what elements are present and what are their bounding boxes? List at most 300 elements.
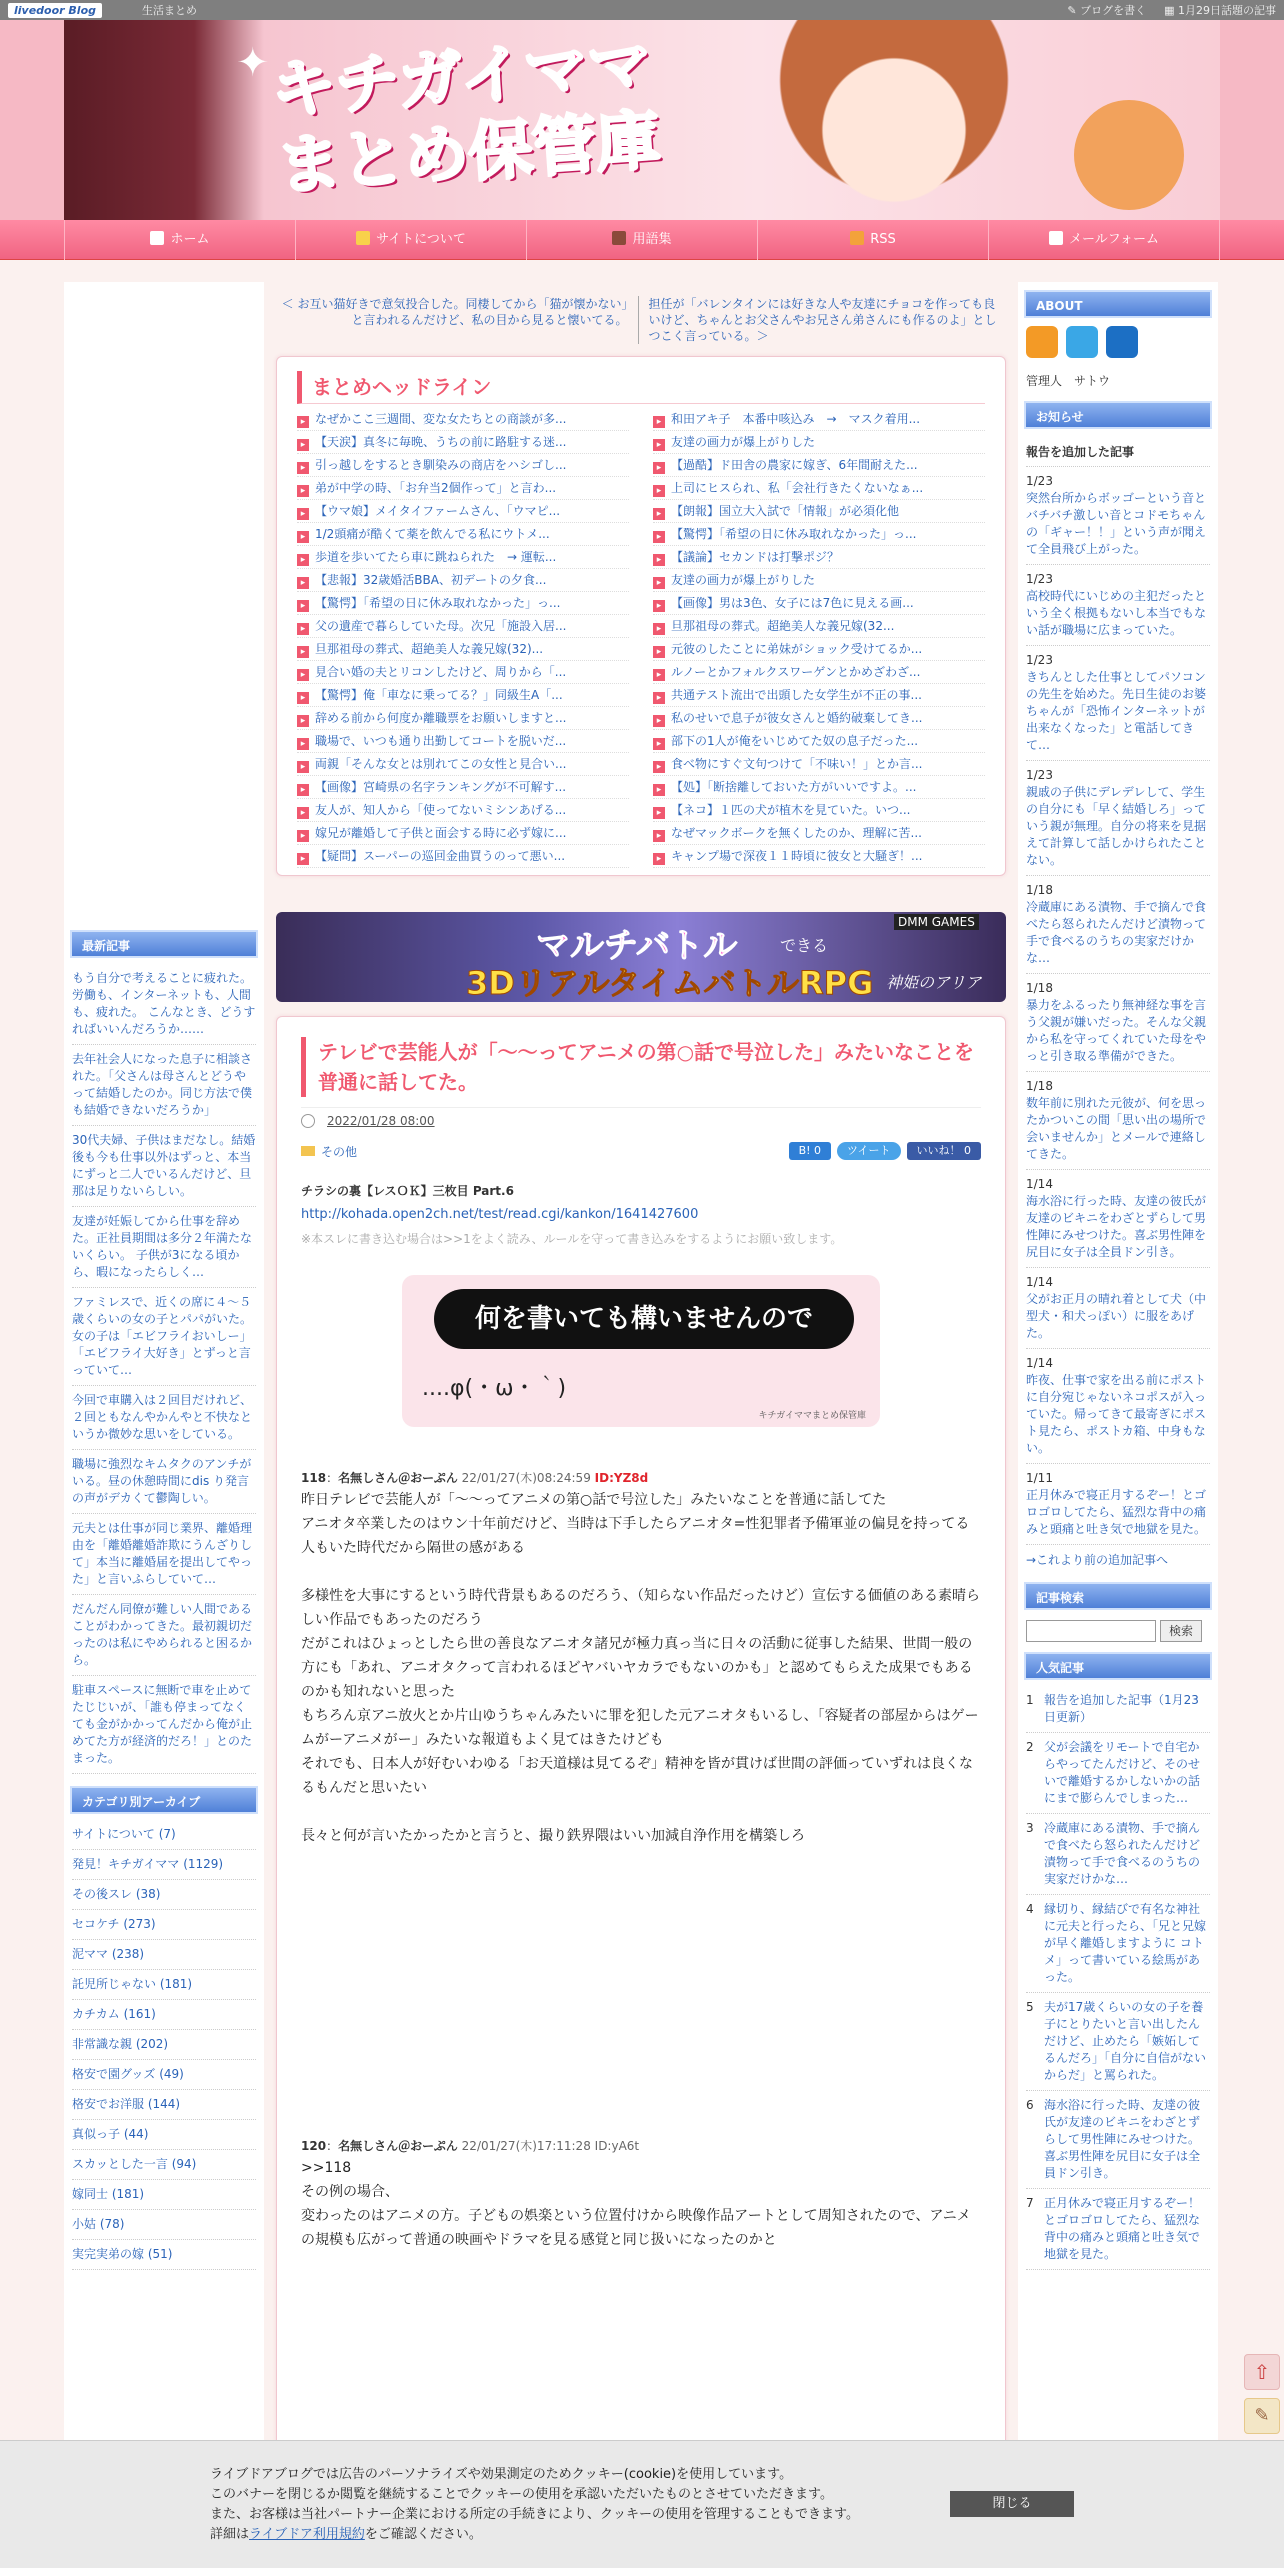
illustration-bubble: 何を書いても構いませんので <box>434 1289 854 1349</box>
notice-title: お知らせ <box>1024 401 1212 429</box>
headline-box <box>276 356 1006 876</box>
headline-item[interactable] <box>653 730 985 753</box>
category-item <box>72 2180 256 2210</box>
notice-link[interactable]: 正月休みで寝正月するぞー！とゴロゴロしてたら、猛烈な背中の痛みと頭痛と吐き気で地獄を見た。 <box>1026 1488 1207 1536</box>
headline-link[interactable]: 【驚愕】「希望の日に休み取れなかった」っ... <box>315 596 561 610</box>
popular-link[interactable]: 父が会議をリモートで自宅からやってたんだけど、そのせいで離婚するかしないかの話にまで膨らんでしまった… <box>1044 1740 1201 1805</box>
headline-grid <box>297 408 985 868</box>
hatena-bookmark-button[interactable]: B! 0 <box>789 1142 831 1160</box>
banner-small: できる <box>780 936 829 955</box>
category-item <box>72 1910 256 1940</box>
popular-item <box>1026 1895 1210 1993</box>
left-sidebar <box>64 282 264 2568</box>
search-input[interactable] <box>1026 1620 1156 1642</box>
game-ad-banner[interactable] <box>276 912 1006 1002</box>
bullet-icon: ▸ <box>653 623 665 635</box>
headline-link[interactable]: なぜマックボークを無くしたのか、理解に苦... <box>671 826 922 840</box>
hatena-icon[interactable] <box>1106 326 1138 358</box>
notice-link[interactable]: 冷蔵庫にある漬物、手で摘んで食べたら怒られたんだけど漬物って手で食べるのうちの実家だけかな… <box>1026 900 1207 965</box>
site-header <box>0 20 1284 220</box>
top-bar <box>0 0 1284 20</box>
notice-item <box>1026 565 1210 646</box>
bullet-icon: ▸ <box>653 784 665 796</box>
bullet-icon: ▸ <box>297 554 309 566</box>
headline-item[interactable] <box>297 408 629 431</box>
headline-item[interactable] <box>297 500 629 523</box>
bullet-icon: ▸ <box>297 715 309 727</box>
headline-link[interactable]: 旦那祖母の葬式、超絶美人な義兄嫁(32)... <box>315 642 544 656</box>
rss-icon <box>850 231 864 245</box>
category-link[interactable]: 非常識な親 (202) <box>72 2037 169 2051</box>
headline-title: まとめヘッドライン <box>297 371 985 404</box>
home-icon <box>150 231 164 245</box>
notice-link[interactable]: 突然台所からボッゴーという音とバチバチ激しい音とコドモちゃんの「ギャー！！」という声が聞えて全員飛び上がった。 <box>1026 491 1207 556</box>
article-date[interactable]: 2022/01/28 08:00 <box>327 1114 435 1128</box>
folder-icon <box>301 1146 315 1156</box>
bullet-icon: ▸ <box>297 830 309 842</box>
headline-item[interactable] <box>297 730 629 753</box>
illustration-face: ....φ(・ω・｀) <box>422 1376 567 1401</box>
popular-item <box>1026 2091 1210 2189</box>
bullet-icon: ▸ <box>653 807 665 819</box>
thread-url-link[interactable]: http://kohada.open2ch.net/test/read.cgi/kankon/1641427600 <box>301 1207 699 1222</box>
headline-item[interactable] <box>653 845 985 868</box>
headline-link[interactable]: ルノーとかフォルクスワーゲンとかめざわざ... <box>671 665 921 679</box>
recent-article-item <box>72 1595 256 1676</box>
headline-link[interactable]: 友達の画力が爆上がりした <box>671 435 816 449</box>
category-link[interactable]: 泥ママ (238) <box>72 1947 145 1961</box>
category-item <box>72 2120 256 2150</box>
category-link[interactable]: 実完実弟の嫁 (51) <box>72 2247 173 2261</box>
notice-item <box>1026 1464 1210 1545</box>
star-icon: ✦ <box>236 40 270 86</box>
article-title[interactable]: テレビで芸能人が「～～ってアニメの第○話で号泣した」みたいなことを普通に話してた。 <box>301 1037 981 1097</box>
category-link[interactable]: 託児所じゃない (181) <box>72 1977 193 1991</box>
pencil-icon: ✎ <box>1067 4 1081 17</box>
recent-article-item <box>72 1126 256 1207</box>
headline-link[interactable]: 辞める前から何度か離職票をお願いしますと... <box>315 711 567 725</box>
search-title: 記事検索 <box>1024 1582 1212 1610</box>
notice-date: 1/23 <box>1026 572 1053 586</box>
bullet-icon: ▸ <box>653 577 665 589</box>
nav-item-4[interactable] <box>988 220 1220 260</box>
notice-date: 1/23 <box>1026 474 1053 488</box>
recent-article-link[interactable]: 今回で車購入は２回目だけれど、２回ともなんやかんやと不快なというか微妙な思いをしている。 <box>72 1393 253 1441</box>
bullet-icon: ▸ <box>297 623 309 635</box>
notice-date: 1/14 <box>1026 1177 1053 1191</box>
bullet-icon: ▸ <box>297 508 309 520</box>
popular-rank: 1 <box>1026 1693 1034 1707</box>
bullet-icon: ▸ <box>653 715 665 727</box>
headline-link[interactable]: 部下の1人が俺をいじめてた奴の息子だった... <box>671 734 919 748</box>
headline-item[interactable] <box>653 408 985 431</box>
bullet-icon: ▸ <box>653 462 665 474</box>
headline-item[interactable] <box>653 431 985 454</box>
article-meta <box>301 1107 981 1128</box>
popular-list <box>1026 1686 1210 2270</box>
bullet-icon: ▸ <box>297 853 309 865</box>
bullet-icon: ▸ <box>297 531 309 543</box>
category-link[interactable]: 発見！キチガイママ (1129) <box>72 1857 224 1871</box>
headline-link[interactable]: 【画像】男は3色、女子には7色に見える画... <box>671 596 914 610</box>
headline-item[interactable] <box>297 845 629 868</box>
category-link[interactable]: カチカム (161) <box>72 2007 156 2021</box>
bullet-icon: ▸ <box>653 508 665 520</box>
notice-link[interactable]: 高校時代にいじめの主犯だったという全く根拠もないし本当でもない話が職場に広まっていた。 <box>1026 589 1207 637</box>
bullet-icon: ▸ <box>297 577 309 589</box>
category-item <box>72 2060 256 2090</box>
headline-link[interactable]: 引っ越しをするとき馴染みの商店をハシゴし... <box>315 458 567 472</box>
headline-item[interactable] <box>297 523 629 546</box>
recent-article-link[interactable]: 駐車スペースに無断で車を止めてたじじいが、「誰も停まってなくても金がかかってんだから俺が止めてた方が経済的だろ！」とのたまった。 <box>72 1683 253 1765</box>
bullet-icon: ▸ <box>297 807 309 819</box>
headline-link[interactable]: 【驚愕】「希望の日に休み取れなかった」っ... <box>671 527 917 541</box>
popular-item <box>1026 1733 1210 1814</box>
write-blog-link[interactable]: ✎ ブログを書く <box>1067 4 1147 17</box>
notice-link[interactable]: 数年前に別れた元彼が、何を思ったかついこの間「思い出の場所で会いませんか」とメールで連絡してきた。 <box>1026 1096 1207 1161</box>
nav-label: 用語集 <box>632 232 672 247</box>
headline-item[interactable] <box>297 753 629 776</box>
cookie-close-button[interactable]: 閉じる <box>950 2491 1074 2517</box>
headline-link[interactable]: 【朗報】国立大入試で「情報」が必須化他 <box>671 504 900 518</box>
headline-link[interactable]: 嫁兄が離婚して子供と面会する時に必ず嫁に... <box>315 826 567 840</box>
scroll-to-top-button[interactable] <box>1244 2354 1280 2390</box>
headline-link[interactable]: 【ネコ】１匹の犬が植木を見ていた。いつ... <box>671 803 911 817</box>
bullet-icon: ▸ <box>653 646 665 658</box>
recent-article-link[interactable]: 職場に強烈なキムタクのアンチがいる。昼の休憩時間にdis り発言の声がデカくて鬱陶しい。 <box>72 1457 252 1505</box>
category-item <box>72 2210 256 2240</box>
cookie-text: ライブドアブログでは広告のパーソナライズや効果測定のためクッキー(cookie)を使用しています。 このバナーを閉じるか閲覧を継続することでクッキーの使用を承認いただいたものとさせていただきます。 また、お客様は当社パートナー企業における所定の手続きにより、クッキーの使用を管理することもできます。 詳細はライブドア利用規約をご確認ください。 <box>210 2467 859 2542</box>
illustration-signature: キチガイママまとめ保管庫 <box>758 1411 866 1421</box>
headline-item[interactable] <box>653 454 985 477</box>
headline-link[interactable]: 食べ物にすぐ文句つけて「不味い！」とか言... <box>671 757 923 771</box>
recent-article-link[interactable]: 30代夫婦、子供はまだなし。結婚後も今も仕事以外はずっと、本当にずっと二人でいるんだけど、旦那は足りないらしい。 <box>72 1133 256 1198</box>
category-link[interactable]: 嫁同士 (181) <box>72 2187 145 2201</box>
recent-articles-title: 最新記事 <box>70 930 258 958</box>
category-item <box>72 2240 256 2270</box>
bullet-icon: ▸ <box>653 439 665 451</box>
headline-item[interactable] <box>653 707 985 730</box>
header-character-illustration <box>744 20 1044 220</box>
livedoor-blog-logo[interactable]: livedoor Blog <box>8 3 102 18</box>
about-title: ABOUT <box>1024 290 1212 318</box>
notice-item <box>1026 1268 1210 1349</box>
nav-item-2[interactable] <box>526 220 757 260</box>
notice-date: 1/11 <box>1026 1471 1053 1485</box>
popular-rank: 5 <box>1026 2000 1034 2014</box>
recent-article-link[interactable]: 去年社会人になった息子に相談された。「父さんは母さんとどうやって結婚したのか。同じ方法で僕も結婚できないだろうか」 <box>72 1052 253 1117</box>
bullet-icon: ▸ <box>653 485 665 497</box>
bullet-icon: ▸ <box>297 646 309 658</box>
recent-article-item <box>72 1514 256 1595</box>
thread-title: チラシの裏【レスＯＫ】三枚目 Part.6 <box>301 1184 514 1198</box>
warning-icon <box>356 231 370 245</box>
notice-item <box>1026 974 1210 1072</box>
response-header: 118：名無しさん＠おーぷん 22/01/27(木)08:24:59 ID:YZ8d <box>301 1471 649 1485</box>
recent-articles-list <box>72 964 256 1774</box>
notice-item <box>1026 761 1210 876</box>
category-breadcrumb[interactable]: 生活まとめ <box>142 4 198 17</box>
recent-article-link[interactable]: もう自分で考えることに疲れた。労働も、インターネットも、人間も、疲れた。 こんなとき、どうすればいいんだろうか…… <box>72 971 256 1036</box>
cookie-banner <box>0 2440 1284 2568</box>
headline-link[interactable]: 友達の画力が爆上がりした <box>671 573 816 587</box>
main-column <box>276 282 1006 2516</box>
notice-item <box>1026 1349 1210 1464</box>
headline-item[interactable] <box>297 592 629 615</box>
category-link[interactable]: 格安でお洋服 (144) <box>72 2097 181 2111</box>
headline-item[interactable] <box>297 661 629 684</box>
headline-item[interactable] <box>297 454 629 477</box>
headline-link[interactable]: 【悲報】32歳婚活BBA、初デートの夕食... <box>315 573 547 587</box>
headline-item[interactable] <box>297 684 629 707</box>
headline-link[interactable]: 【処】「断捨離しておいた方がいいですよ。... <box>671 780 917 794</box>
category-list <box>72 1820 256 2270</box>
response-body: 昨日テレビで芸能人が「～～ってアニメの第○話で号泣した」みたいなことを普通に話してた アニオタ卒業したのはウン十年前だけど、当時は下手したらアニオタ=性犯罪者予備軍並の偏見を持ってる人もいた時代だから隔世の感がある 多様性を大事にするという時代背景もあるのだろう、（知らない作品だったけど）宣伝する価値のある素晴らしい作品でもあったのだろう だがこれはひょっとしたら世の善良なアニオタ諸兄が極力真っ当に日々の活動に従事した結果、世間一般の方にも「あれ、アニオタクって言われるほどヤバいヤカラでもないのかも」と認めてもらえた成果でもあるのかも知れないと思った もちろん京アニ放火とか片山ゆうちゃんみたいに罪を犯した元アニオタもいるし、「容疑者の部屋からはゲームがーアニメがー」みたいな報道もよく見てはきたけども それでも、日本人が好むいわゆる「お天道様は見てるぞ」精神を皆が貫けば世間の評価っていずれは良くなるもんだと思いたい 長々と何が言いたかったかと言うと、撮り鉄界隈はいい加減自浄作用を構築しろ <box>301 1492 980 1844</box>
search-form <box>1026 1620 1210 1642</box>
recent-article-item <box>72 1386 256 1450</box>
popular-link[interactable]: 報告を追加した記事（1月23日更新） <box>1044 1693 1199 1724</box>
recent-article-item <box>72 1450 256 1514</box>
banner-badge: DMM GAMES <box>894 914 979 930</box>
recent-article-item <box>72 1207 256 1288</box>
headline-item[interactable] <box>297 477 629 500</box>
thread-note: ※本スレに書き込む場合は>>1をよく読み、ルールを守って書き込みをするようにお願い致します。 <box>301 1232 843 1246</box>
recent-article-item <box>72 1045 256 1126</box>
nav-item-1[interactable] <box>295 220 526 260</box>
headline-item[interactable] <box>653 615 985 638</box>
popular-item <box>1026 2189 1210 2270</box>
headline-link[interactable]: 両親「そんな女とは別れてこの女性と見合い... <box>315 757 567 771</box>
headline-link[interactable]: 私のせいで息子が彼女さんと婚約破棄してき... <box>671 711 923 725</box>
headline-link[interactable]: 見合い婚の夫とリコンしたけど、周りから「... <box>315 665 567 679</box>
headline-item[interactable] <box>297 707 629 730</box>
header-bear-illustration <box>1074 100 1184 210</box>
right-sidebar <box>1018 282 1218 2568</box>
bullet-icon: ▸ <box>653 692 665 704</box>
notice-list <box>1026 467 1210 1545</box>
headline-item[interactable] <box>653 500 985 523</box>
category-row <box>301 1142 981 1160</box>
recent-article-link[interactable]: 元夫とは仕事が同じ業界、離婚理由を「離婚離婚詐欺にうんざりして」本当に離婚届を提出してやった」と言いふらしていて… <box>72 1521 253 1586</box>
headline-item[interactable] <box>297 638 629 661</box>
trending-link[interactable]: ▦ 1月29日話題の記事 <box>1164 4 1276 17</box>
popular-rank: 2 <box>1026 1740 1034 1754</box>
notice-link[interactable]: 親戚の子供にデレデレして、学生の自分にも「早く結婚しろ」っていう親が無理。自分の将来を見据えて計算して話しかけられたことない。 <box>1026 785 1207 867</box>
mail-icon <box>1049 231 1063 245</box>
bullet-icon: ▸ <box>297 784 309 796</box>
bullet-icon: ▸ <box>653 531 665 543</box>
headline-item[interactable] <box>297 776 629 799</box>
notice-link[interactable]: きちんとした仕事としてパソコンの先生を始めた。先日生徒のお婆ちゃんが「恐怖インターネットが出来なくなった」と電話してきて… <box>1026 670 1207 752</box>
category-item <box>72 2030 256 2060</box>
category-link[interactable]: その後スレ (38) <box>72 1887 161 1901</box>
banner-line2: 3DリアルタイムバトルRPG <box>466 964 874 1002</box>
bullet-icon: ▸ <box>297 462 309 474</box>
headline-link[interactable]: 【議論】セカンドは打撃ポジ？ <box>671 550 840 564</box>
headline-item[interactable] <box>297 546 629 569</box>
notice-item <box>1026 1170 1210 1268</box>
headline-item[interactable] <box>653 592 985 615</box>
popular-link[interactable]: 縁切り、縁結びで有名な神社に元夫と行ったら、「兄と兄嫁が早く離婚しますように コトメ」って書いている絵馬があった。 <box>1044 1902 1207 1984</box>
category-item <box>72 1850 256 1880</box>
nav-item-3[interactable] <box>757 220 988 260</box>
notice-item <box>1026 467 1210 565</box>
category-link[interactable]: 真似っ子 (44) <box>72 2127 149 2141</box>
bullet-icon: ▸ <box>653 416 665 428</box>
headline-link[interactable]: 1/2頭痛が酷くて薬を飲んでる私にウトメ... <box>315 527 550 541</box>
bullet-icon: ▸ <box>297 738 309 750</box>
nav-label: ホーム <box>170 232 210 247</box>
recent-article-link[interactable]: ファミレスで、近くの席に４～５歳くらいの女の子とパパがいた。女の子は「エビフライおいしー」「エビフライ大好き」とずっと言っていて… <box>72 1295 253 1377</box>
headline-link[interactable]: 共通テスト流出で出頭した女学生が不正の事... <box>671 688 922 702</box>
category-link[interactable]: サイトについて (7) <box>72 1827 176 1841</box>
notice-item <box>1026 646 1210 761</box>
recent-article-item <box>72 1288 256 1386</box>
notice-date: 1/14 <box>1026 1356 1053 1370</box>
headline-link[interactable]: 職場で、いつも通り出勤してコートを脱いだ... <box>315 734 567 748</box>
notice-link[interactable]: 昨夜、仕事で家を出る前にポストに自分宛じゃないネコポスが入っていた。帰ってきて最寄ぎにポスト見たら、ポストカ箱、中身もない。 <box>1026 1373 1207 1455</box>
headline-link[interactable]: 【ウマ娘】メイタイファームさん、「ウマピ... <box>315 504 561 518</box>
facebook-like-button[interactable]: いいね！ 0 <box>907 1142 982 1160</box>
recent-article-link[interactable]: だんだん同僚が難しい人間であることがわかってきた。最初親切だったのは私にやめられると困るから。 <box>72 1602 253 1667</box>
response-body: >>118 その例の場合、 変わったのはアニメの方。子どもの娯楽という位置付けから映像作品アートとして周知されたので、アニメの規模も広がって普通の映画やドラマを見る感覚と同じ扱いになったのかと <box>301 2160 971 2248</box>
calendar-icon: ▦ <box>1164 4 1178 17</box>
category-link[interactable]: セコケチ (273) <box>72 1917 156 1931</box>
headline-item[interactable] <box>653 569 985 592</box>
pencil-icon: ✎ <box>1254 2405 1270 2426</box>
headline-link[interactable]: 歩道を歩いてたら車に跳ねられた → 運転... <box>315 550 557 564</box>
bullet-icon: ▸ <box>653 853 665 865</box>
banner-line1: マルチバトル <box>536 926 738 966</box>
category-archive-title: カテゴリ別アーカイブ <box>70 1786 258 1814</box>
category-item <box>72 2150 256 2180</box>
headline-item[interactable] <box>653 822 985 845</box>
headline-item[interactable] <box>297 431 629 454</box>
admin-name: 管理人 サトウ <box>1026 374 1111 388</box>
headline-item[interactable] <box>297 799 629 822</box>
headline-link[interactable]: キャンプ場で深夜１１時頃に彼女と大騒ぎ！... <box>671 849 923 863</box>
headline-link[interactable]: 旦那祖母の葬式。超絶美人な義兄嫁(32... <box>671 619 895 633</box>
prev-article-link[interactable]: ＜ お互い猫好きで意気投合した。同棲してから「猫が懐かない」と言われるんだけど、私の目から見ると懐いてる。 <box>276 296 639 344</box>
share-buttons <box>789 1142 981 1160</box>
headline-item[interactable] <box>653 638 985 661</box>
bullet-icon: ▸ <box>653 761 665 773</box>
arrow-up-icon: ⇧ <box>1253 2360 1271 2384</box>
rss-icon[interactable] <box>1026 326 1058 358</box>
headline-link[interactable]: 【過酷】ド田舎の農家に嫁ぎ、6年間耐えた... <box>671 458 918 472</box>
recent-article-item <box>72 964 256 1045</box>
notice-date: 1/14 <box>1026 1275 1053 1289</box>
header-banner[interactable] <box>64 20 1220 220</box>
popular-link[interactable]: 夫が17歳くらいの女の子を養子にとりたいと言い出したんだけど、止めたら「嫉妬してるんだろ」「自分に自信がないからだ」と罵られた。 <box>1044 2000 1207 2082</box>
tweet-button[interactable]: ツイート <box>837 1142 900 1160</box>
popular-rank: 3 <box>1026 1821 1034 1835</box>
notice-link[interactable]: 暴力をふるったり無神経な事を言う父親が嫌いだった。そんな父親から私を守ってくれていた母をやっと引き取る準備ができた。 <box>1026 998 1207 1063</box>
category-link[interactable]: スカッとした一言 (94) <box>72 2157 197 2171</box>
article-category-link[interactable]: その他 <box>321 1144 358 1159</box>
headline-item[interactable] <box>653 661 985 684</box>
headline-link[interactable]: 上司にヒスられ、私「会社行きたくないなぁ... <box>671 481 924 495</box>
response-header: 120：名無しさん＠おーぷん 22/01/27(木)17:11:28 ID:yA6t <box>301 2139 640 2153</box>
headline-item[interactable] <box>653 546 985 569</box>
notice-item <box>1026 876 1210 974</box>
popular-rank: 4 <box>1026 1902 1034 1916</box>
category-item <box>72 2090 256 2120</box>
headline-link[interactable]: 【天涙】真冬に毎晩、うちの前に路駐する迷... <box>315 435 567 449</box>
headline-link[interactable]: なぜかここ三週間、変な女たちとの商談が多... <box>315 412 567 426</box>
headline-item[interactable] <box>653 776 985 799</box>
headline-item[interactable] <box>653 799 985 822</box>
nav-label: メールフォーム <box>1068 232 1160 247</box>
headline-link[interactable]: 【疑問】スーパーの巡回金曲買うのって悪い... <box>315 849 566 863</box>
popular-title: 人気記事 <box>1024 1652 1212 1680</box>
bullet-icon: ▸ <box>297 669 309 681</box>
next-article-link[interactable]: 担任が「バレンタインには好きな人や友達にチョコを作っても良いけど、ちゃんとお父さんやお兄さん弟さんにも作るのよ」としつこく言っている。＞ <box>648 297 997 343</box>
headline-link[interactable]: 【画像】宮崎県の名字ランキングが不可解す... <box>315 780 567 794</box>
notice-date: 1/23 <box>1026 768 1053 782</box>
headline-item[interactable] <box>297 822 629 845</box>
notice-date: 1/23 <box>1026 653 1053 667</box>
more-notices-link[interactable]: →これより前の追加記事へ <box>1026 1553 1169 1567</box>
headline-link[interactable]: 【驚愕】俺「車なに乗ってる？」同級生A「... <box>315 688 563 702</box>
bullet-icon: ▸ <box>653 830 665 842</box>
clock-icon <box>301 1114 315 1128</box>
terms-link[interactable]: ライブドア利用規約 <box>249 2527 365 2542</box>
headline-item[interactable] <box>297 569 629 592</box>
edit-button[interactable] <box>1244 2398 1280 2434</box>
banner-logo: 神姫のアリア <box>886 973 982 992</box>
headline-item[interactable] <box>653 523 985 546</box>
popular-item <box>1026 1993 1210 2091</box>
bullet-icon: ▸ <box>297 439 309 451</box>
category-item <box>72 1880 256 1910</box>
headline-link[interactable]: 父の遺産で暮らしていた母。次兄「施設入居... <box>315 619 567 633</box>
bullet-icon: ▸ <box>297 692 309 704</box>
headline-link[interactable]: 元彼のしたことに弟妹がショック受けてるか... <box>671 642 923 656</box>
bullet-icon: ▸ <box>653 554 665 566</box>
headline-link[interactable]: 和田アキ子 本番中咳込み → マスク着用... <box>671 412 921 426</box>
nav-label: RSS <box>870 232 896 247</box>
headline-item[interactable] <box>653 753 985 776</box>
category-item <box>72 1940 256 1970</box>
popular-rank: 6 <box>1026 2098 1034 2112</box>
headline-item[interactable] <box>653 684 985 707</box>
headline-item[interactable] <box>653 477 985 500</box>
nav-label: サイトについて <box>376 232 466 247</box>
popular-link[interactable]: 海水浴に行った時、友達の彼氏が友達のビキニをわざとずらして男性陣にみせつけた。喜ぶ男性陣を尻目に女子は全員ドン引き。 <box>1044 2098 1201 2180</box>
popular-rank: 7 <box>1026 2196 1034 2210</box>
notice-item <box>1026 1072 1210 1170</box>
headline-link[interactable]: 友人が、知人から「使ってないミシンあげる... <box>315 803 567 817</box>
popular-link[interactable]: 冷蔵庫にある漬物、手で摘んで食べたら怒られたんだけど漬物って手で食べるのうちの実家だけかな… <box>1044 1821 1201 1886</box>
twitter-icon[interactable] <box>1066 326 1098 358</box>
bullet-icon: ▸ <box>653 669 665 681</box>
popular-link[interactable]: 正月休みで寝正月するぞー！とゴロゴロしてたら、猛烈な背中の痛みと頭痛と吐き気で地獄を見た。 <box>1044 2196 1201 2261</box>
recent-article-link[interactable]: 友達が妊娠してから仕事を辞めた。正社員期間は多分２年満たないくらい。 子供が3になる頃から、暇になったらしく… <box>72 1214 253 1279</box>
headline-item[interactable] <box>297 615 629 638</box>
nav-item-0[interactable] <box>64 220 295 260</box>
popular-item <box>1026 1814 1210 1895</box>
search-button[interactable]: 検索 <box>1160 1620 1202 1642</box>
category-link[interactable]: 小姑 (78) <box>72 2217 125 2231</box>
headline-link[interactable]: 弟が中学の時、「お弁当2個作って」と言わ... <box>315 481 557 495</box>
category-item <box>72 1970 256 2000</box>
category-link[interactable]: 格安で園グッズ (49) <box>72 2067 184 2081</box>
category-item <box>72 1820 256 1850</box>
notice-link[interactable]: 父がお正月の晴れ着として犬（中型犬・和犬っぽい）に服をあげた。 <box>1026 1292 1207 1340</box>
about-box <box>1026 326 1210 389</box>
notice-link[interactable]: 海水浴に行った時、友達の彼氏が友達のビキニをわざとずらして男性陣にみせつけた。喜ぶ男性陣を尻目に女子は全員ドン引き。 <box>1026 1194 1207 1259</box>
